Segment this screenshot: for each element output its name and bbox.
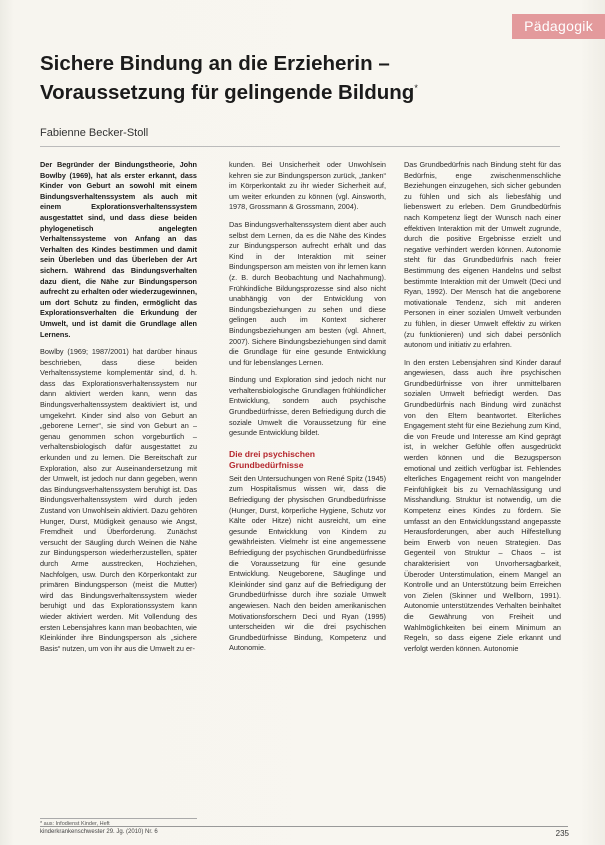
- section-heading-line-2: Grundbedürfnisse: [229, 459, 304, 470]
- divider: [40, 146, 560, 147]
- section-heading: [229, 449, 386, 471]
- title-line-2: [40, 76, 560, 105]
- page-number: 235: [555, 829, 569, 838]
- section-heading-line-1: Die drei psychischen: [229, 448, 315, 459]
- title-footnote-marker: *: [414, 83, 418, 93]
- intro-paragraph: Der Begründer der Bindungstheorie, John Bowlby (1969), hat als erster erkannt, dass Kinder von Geburt an sowohl mit einem Bindungsverhaltenssystem als auch mit einem Explorationsverhaltenssystem ausgestattet sind, und dass diese beiden phylogenetisch angelegten Verhaltenssysteme von Anfang an das Verhalten des Kindes bestimmen und damit sein Überleben und das Überleben der Art sichern. Während das Bindungsverhalten dazu dient, die Nähe zur Bindungsperson aufrecht zu erhalten oder wiederzugewinnen, um dort Schutz zu finden, ermöglicht das Explorationsverhalten die Erkundung der Umwelt, und ist damit die Grundlage allen Lernens.: [40, 160, 197, 339]
- body-paragraph: Das Bindungsverhaltenssystem dient aber auch selbst dem Lernen, da es die Nähe des Kindes zur Bindungsperson aufrecht erhält und das Kind in der Interaktion mit seiner Bindungsperson am meisten von ihr lernen kann (z. B. durch Beobachtung und Nachahmung). Frühkindliche Bildungsprozesse sind also nicht unabhängig von der Entwicklung von Bindungsbeziehungen zu sehen und diese gelingen auch im Kontext sicherer Bindungsbeziehungen am besten (vgl. Ahnert, 2007). Sichere Bindungsbeziehungen sind damit die Grundlage für eine gesunde Entwicklung und für lebenslanges Lernen.: [229, 219, 386, 367]
- body-paragraph: kunden. Bei Unsicherheit oder Unwohlsein kehren sie zur Bindungsperson zurück, „tanken“ im Körperkontakt zu ihr wieder Sicherheit auf, um weiter erkunden zu können (vgl. Ainsworth, 1978, Grossmann & Grossmann, 2004).: [229, 160, 386, 212]
- section-tag: Pädagogik: [512, 14, 605, 39]
- footer-divider: [40, 826, 568, 827]
- column-3: [404, 160, 561, 810]
- body-paragraph: Das Grundbedürfnis nach Bindung steht für das Bedürfnis, enge zwischenmenschliche Beziehungen einzugehen, sich sicher gebunden zu fühlen und sich als liebesfähig und liebenswert zu erleben. Dem Grundbedürfnis nach Kompetenz liegt der Wunsch nach einer effektiven Interaktion mit der Umwelt zugrunde, durch die positive Ergebnisse erzielt und negative verhindert werden können. Autonomie steht für das Grundbedürfnis nach freier Bestimmung des eigenen Handelns und selbst bestimmte Interaktion mit der Umwelt (Deci und Ryan, 1992). Der Mensch hat die angeborene motivationale Tendenz, sich mit anderen Personen in einer sozialen Umwelt verbunden zu fühlen, in dieser Umwelt effektiv zu wirken (zu funktionieren) und sich dabei persönlich autonom und initiativ zu erfahren.: [404, 160, 561, 350]
- title-line-1: Sichere Bindung an die Erzieherin –: [40, 52, 390, 75]
- footnote: * aus: Infodienst Kinder, Heft: [40, 818, 197, 827]
- column-1: [40, 160, 197, 814]
- title-line-2-text: Voraussetzung für gelingende Bildung: [40, 80, 415, 104]
- author-name: Fabienne Becker-Stoll: [40, 127, 149, 139]
- body-paragraph: Bindung und Exploration sind jedoch nicht nur verhaltensbiologische Grundlagen frühkindlicher Entwicklung, sondern auch psychische Grundbedürfnisse, deren Befriedigung durch die soziale Umwelt die Voraussetzung für eine gesunde Entwicklung bildet.: [229, 375, 386, 438]
- body-paragraph: In den ersten Lebensjahren sind Kinder darauf angewiesen, dass auch ihre psychischen Grundbedürfnisse von ihrer unmittelbaren sozialen Umwelt befriedigt werden. Das Grundbedürfnis nach Bindung wird zunächst von den Eltern beantwortet. Elterliches Engagement steht für eine Beziehung zum Kind, die von Freude und Interesse am Kind geprägt ist, in welcher Gefühle offen ausgedrückt werden können und die Bezugsperson emotional und zeitlich verfügbar ist. Fehlendes elterliches Engagement reicht von mangelnder Feinfühligkeit bis zu Vernachlässigung und Misshandlung. Struktur ist notwendig, um die Kompetenz eines Kindes zu fördern. Sie umfasst an den Entwicklungsstand angepasste Herausforderungen, aber auch Hilfestellung beim Erwerb von neuen Strategien. Das Gegenteil von Struktur – Chaos – ist charakterisiert von Unvorhersagbarkeit, Überoder Unterstimulation, einem Mangel an Kontrolle und an Unterstützung beim Erreichen von Zielen (Skinner und Wellborn, 1991). Autonomie unterstützendes Verhalten beinhaltet die Gewährung von Freiheit und Wahlmöglichkeiten bei einem Minimum an Regeln, so dass eigene Ziele erkannt und verfolgt werden können. Autonomie: [404, 357, 561, 653]
- journal-citation: kinderkrankenschwester 29. Jg. (2010) Nr. 6: [40, 829, 158, 835]
- article-title: [40, 52, 560, 105]
- column-2: [229, 160, 386, 810]
- body-paragraph: Seit den Untersuchungen von René Spitz (1945) zum Hospitalismus wissen wir, dass die Befriedigung der physischen Grundbedürfnisse (Hunger, Durst, körperliche Hygiene, Schutz vor Kälte oder Hitze) nicht ausreicht, um eine gesunde Entwicklung von Kindern zu gewährleisten. Vielmehr ist eine angemessene Befriedigung der psychischen Grundbedürfnisse die Voraussetzung für eine gesunde Entwicklung. Neugeborene, Säuglinge und Kleinkinder sind ganz auf die Befriedigung der Grundbedürfnisse durch ihre soziale Umwelt angewiesen. Nach den beiden amerikanischen Motivationsforschern Deci und Ryan (1995) unterscheiden wir die drei psychischen Grundbedürfnisse Bindung, Kompetenz und Autonomie.: [229, 473, 386, 653]
- body-paragraph: Bowlby (1969; 1987/2001) hat darüber hinaus beschrieben, dass diese beiden Verhaltenssysteme komplementär sind, d. h. dass das Explorationsverhaltenssystem nur dann aktiviert werden kann, wenn das Bindungsverhaltenssystem deaktiviert ist, und umgekehrt. Kinder sind also von Geburt an „geborene Lerner“, sie sind von Geburt an – genau genommen schon vorgeburtlich – verhaltensbiologisch dafür ausgestattet zu erkunden und zu lernen. Die Bereitschaft zur Exploration, also zur Auseinandersetzung mit der Umwelt, ist jedoch nur dann gegeben, wenn das Bindungsverhaltenssystem beruhigt ist. Das Bindungsverhaltenssystem wird durch jeden Zustand von Unwohlsein aktiviert. Dazu gehören Hunger, Durst, Müdigkeit genauso wie Angst, Fremdheit und Überforderung. Zunächst versucht der Säugling durch Weinen die Nähe zur Bindungsperson wiederherzustellen, später durch Arme ausstrecken, Hochziehen, Nachfolgen, usw. Durch den Körperkontakt zur primären Bindungsperson (meist die Mutter) wird das Bindungsverhaltenssystem wieder beruhigt und das Explorationssystem kann wieder aktiviert werden. Mit Vollendung des ersten Lebensjahres kann man beobachten, wie Kleinkinder ihre Bindungsperson als „sichere Basis“ nutzen, um von ihr aus die Umwelt zu er-: [40, 347, 197, 653]
